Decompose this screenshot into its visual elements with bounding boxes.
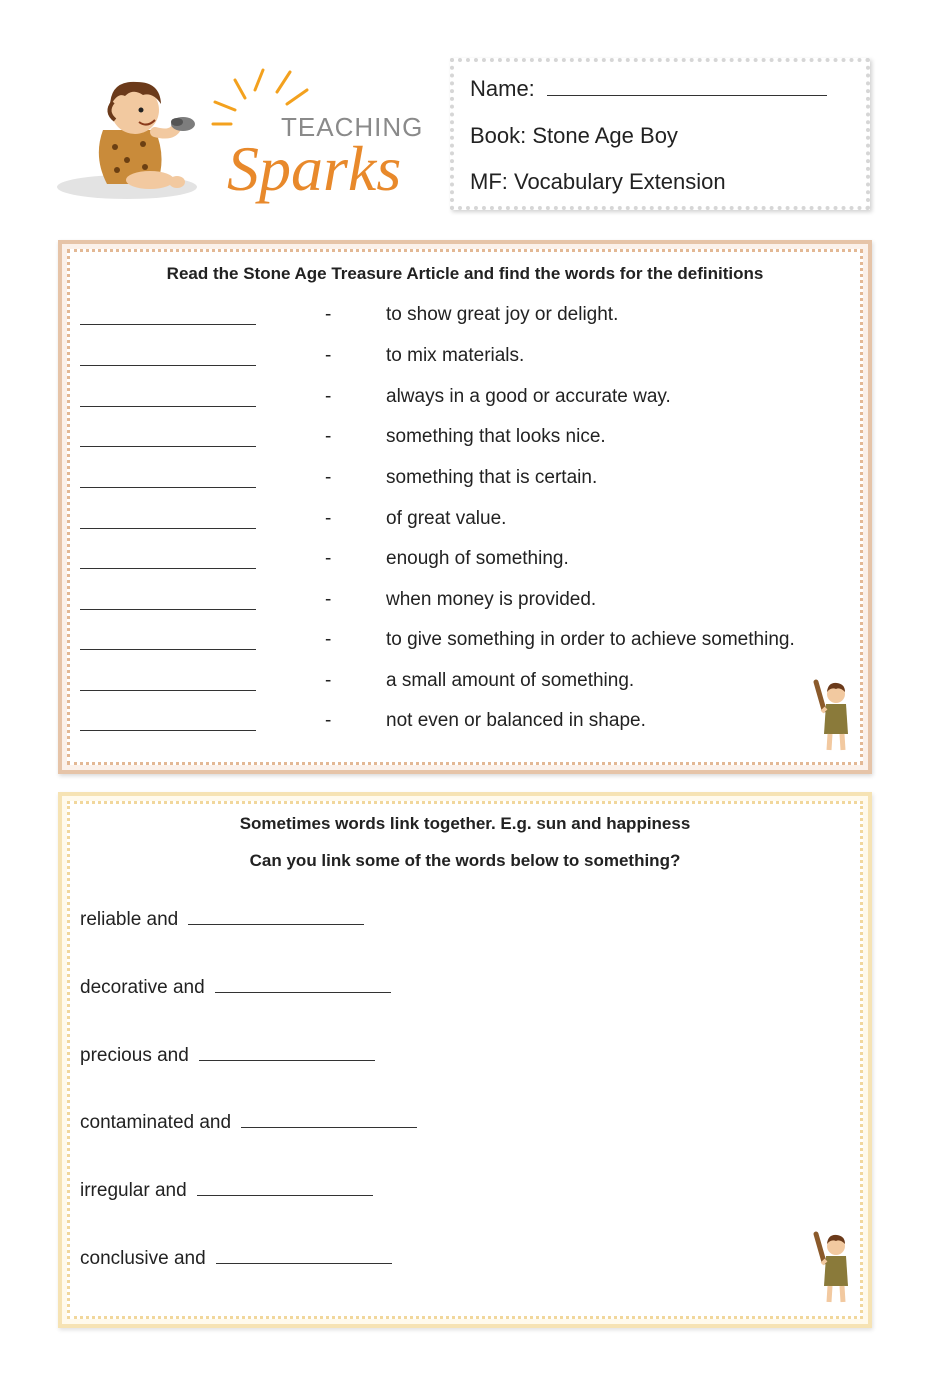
definition-row — [70, 386, 860, 416]
word-links-panel — [67, 801, 863, 1319]
link-word: irregular and — [80, 1180, 187, 1201]
definitions-title: Read the Stone Age Treasure Article and find the words for the definitions — [166, 264, 764, 283]
link-row — [80, 1177, 373, 1202]
link-word: decorative and — [80, 977, 205, 998]
dash: - — [325, 589, 332, 610]
answer-blank[interactable] — [80, 365, 256, 366]
name-field[interactable] — [547, 77, 827, 96]
link-row — [80, 1109, 417, 1134]
definition-text: to mix materials. — [386, 345, 525, 366]
definition-row — [70, 467, 860, 497]
link-row — [80, 1042, 375, 1067]
mf-line: MF: Vocabulary Extension — [470, 169, 726, 194]
answer-blank[interactable] — [80, 730, 256, 731]
link-answer-blank[interactable] — [197, 1177, 373, 1196]
dash: - — [325, 710, 332, 731]
link-answer-blank[interactable] — [188, 906, 364, 925]
student-info-box — [450, 58, 870, 210]
dash: - — [325, 386, 332, 407]
definition-row — [70, 670, 860, 700]
word-links-section — [58, 792, 872, 1328]
dash: - — [325, 629, 332, 650]
definition-text: something that looks nice. — [386, 426, 606, 447]
link-row — [80, 1245, 392, 1270]
answer-blank[interactable] — [80, 487, 256, 488]
answer-blank[interactable] — [80, 609, 256, 610]
dash: - — [325, 467, 332, 488]
answer-blank[interactable] — [80, 324, 256, 325]
caveman-icon — [806, 1228, 856, 1308]
definition-text: when money is provided. — [386, 589, 597, 610]
answer-blank[interactable] — [80, 568, 256, 569]
definitions-panel — [67, 249, 863, 765]
definition-text: a small amount of something. — [386, 670, 635, 691]
definitions-section — [58, 240, 872, 774]
logo-sparks-text: Sparks — [227, 133, 402, 204]
link-word: conclusive and — [80, 1248, 206, 1269]
teaching-sparks-logo — [55, 62, 435, 212]
logo-teaching-text: TEACHING — [281, 112, 424, 142]
link-row — [80, 906, 364, 931]
dash: - — [325, 508, 332, 529]
dash: - — [325, 670, 332, 691]
definition-row — [70, 548, 860, 578]
definition-row — [70, 426, 860, 456]
definition-text: of great value. — [386, 508, 507, 529]
link-answer-blank[interactable] — [215, 974, 391, 993]
link-row — [80, 974, 391, 999]
answer-blank[interactable] — [80, 528, 256, 529]
caveman-icon — [806, 676, 856, 756]
link-word: precious and — [80, 1045, 189, 1066]
definition-text: always in a good or accurate way. — [386, 386, 671, 407]
dash: - — [325, 426, 332, 447]
link-answer-blank[interactable] — [199, 1042, 375, 1061]
dash: - — [325, 548, 332, 569]
link-answer-blank[interactable] — [241, 1109, 417, 1128]
book-line: Book: Stone Age Boy — [470, 123, 678, 148]
link-answer-blank[interactable] — [216, 1245, 392, 1264]
links-title-1: Sometimes words link together. E.g. sun and happiness — [239, 814, 691, 833]
answer-blank[interactable] — [80, 690, 256, 691]
name-label: Name: — [470, 76, 535, 101]
definition-row — [70, 710, 860, 740]
definition-row — [70, 304, 860, 334]
definition-text: something that is certain. — [386, 467, 598, 488]
definition-text: not even or balanced in shape. — [386, 710, 646, 731]
dash: - — [325, 304, 332, 325]
links-title-2: Can you link some of the words below to something? — [249, 851, 681, 870]
answer-blank[interactable] — [80, 649, 256, 650]
definition-row — [70, 589, 860, 619]
definition-row — [70, 345, 860, 375]
definition-text: enough of something. — [386, 548, 569, 569]
answer-blank[interactable] — [80, 406, 256, 407]
dash: - — [325, 345, 332, 366]
definition-text: to give something in order to achieve something. — [386, 629, 795, 650]
name-line — [470, 76, 827, 102]
definition-row — [70, 629, 860, 659]
link-word: contaminated and — [80, 1112, 232, 1133]
answer-blank[interactable] — [80, 446, 256, 447]
link-word: reliable and — [80, 909, 179, 930]
definition-row — [70, 508, 860, 538]
caveboy-illustration — [55, 62, 435, 212]
definition-text: to show great joy or delight. — [386, 304, 619, 325]
